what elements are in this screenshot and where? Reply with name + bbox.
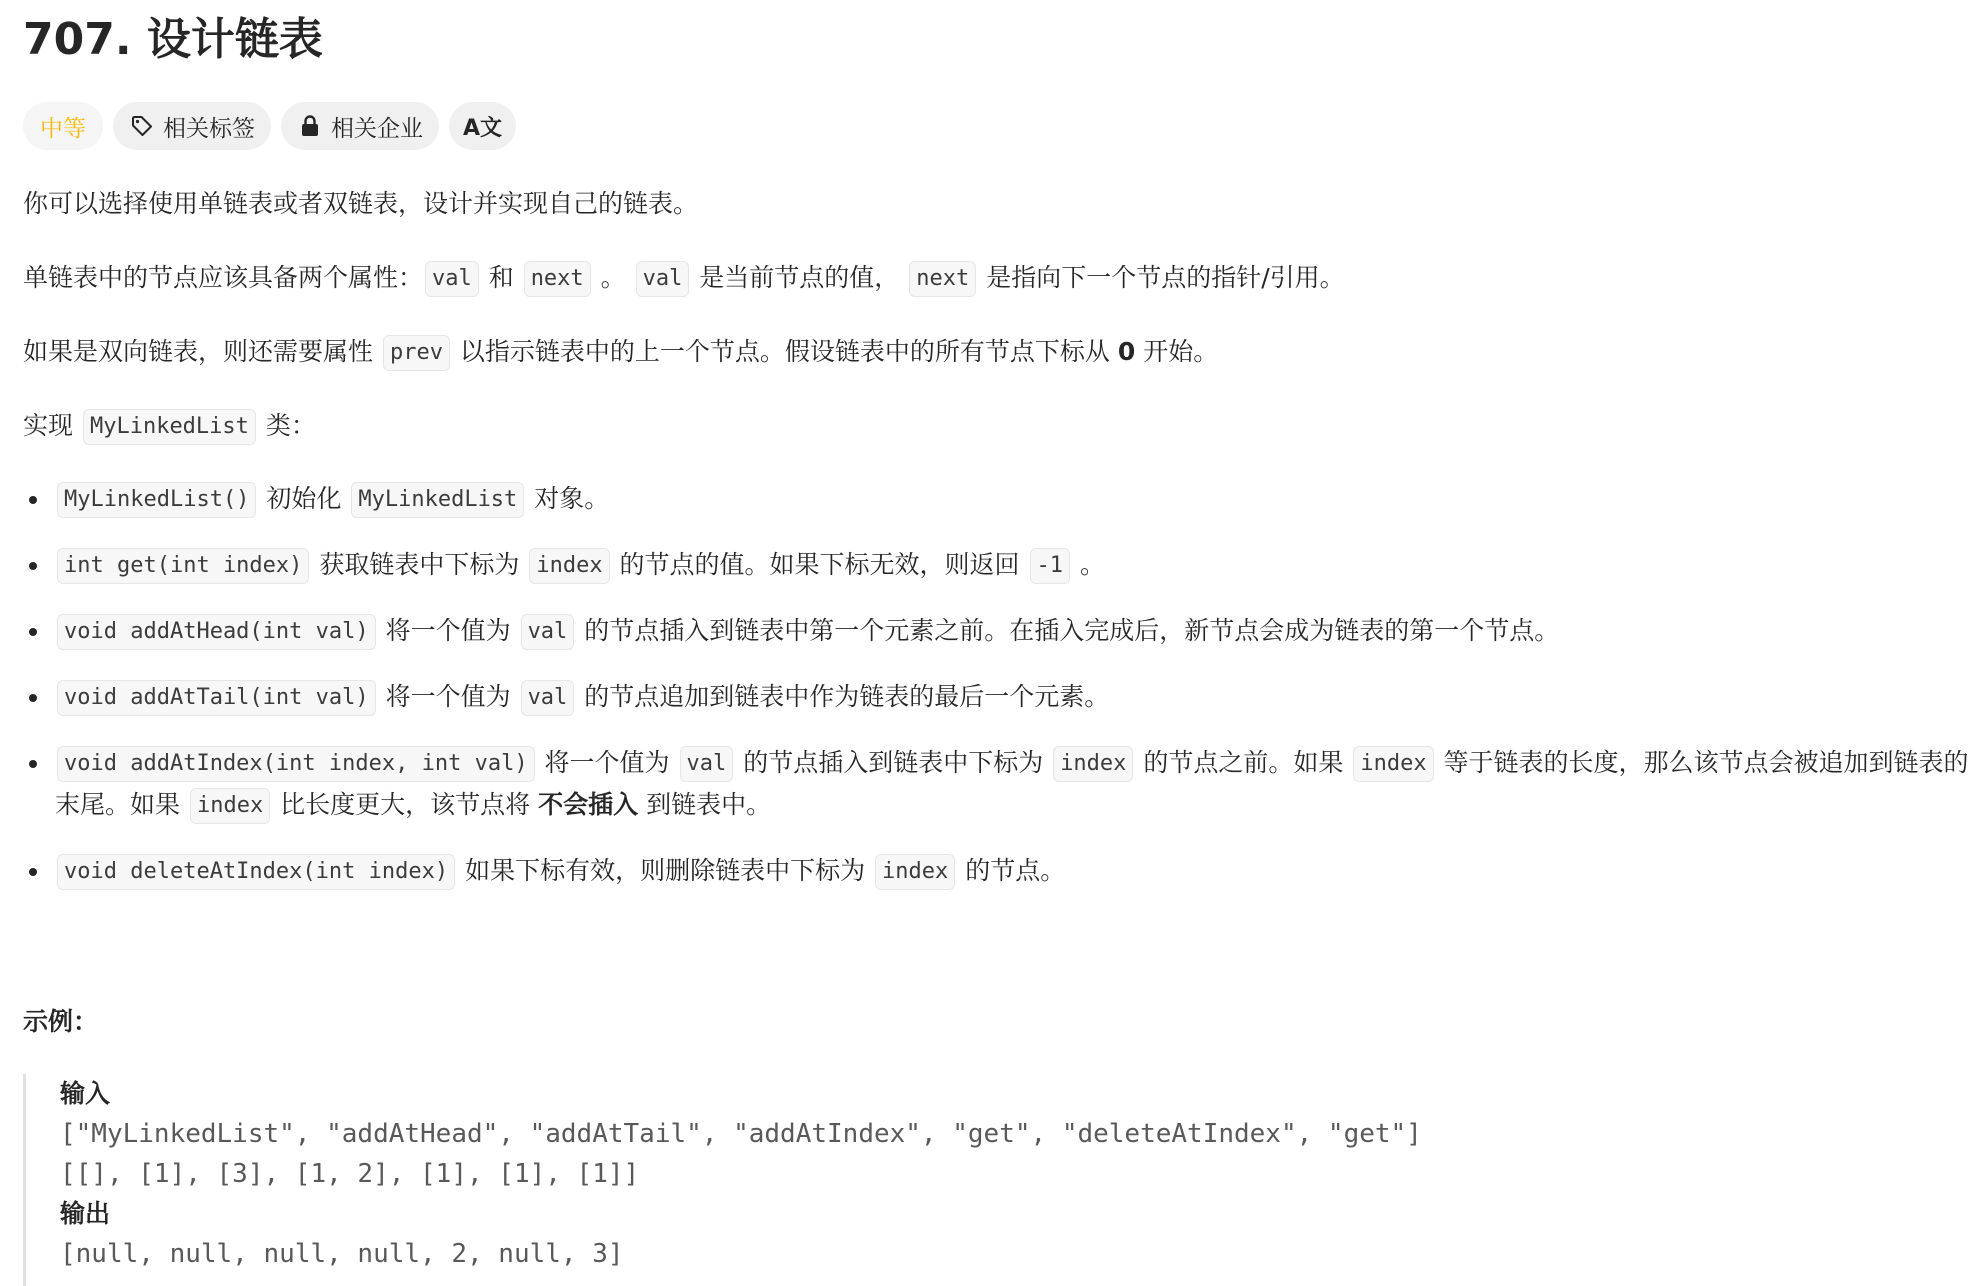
- inline-code: next: [524, 261, 591, 297]
- list-item: [23, 742, 1982, 826]
- inline-code: -1: [1030, 548, 1071, 584]
- tag-icon: [129, 113, 155, 139]
- text: 以指示链表中的上一个节点。假设链表中的所有节点下标从: [459, 337, 1110, 366]
- text: 将一个值为: [544, 748, 670, 777]
- inline-code: MyLinkedList: [83, 409, 256, 445]
- inline-code: prev: [383, 335, 450, 371]
- paragraph-4: [23, 406, 316, 446]
- inline-code: val: [636, 261, 690, 297]
- list-item: [23, 676, 1982, 718]
- bold-text: 0: [1117, 337, 1136, 366]
- inline-code: MyLinkedList: [351, 482, 524, 518]
- inline-code: index: [190, 788, 270, 824]
- list-item: [23, 478, 1982, 520]
- input-label: 输入: [60, 1079, 111, 1108]
- text: 。: [600, 263, 626, 292]
- text: 是当前节点的值，: [699, 263, 900, 292]
- text: 。: [1079, 550, 1105, 579]
- translate-icon: A文: [463, 115, 503, 141]
- related-companies-label: 相关企业: [331, 115, 423, 142]
- example-block: [23, 1074, 1960, 1286]
- text: 和: [488, 263, 514, 292]
- text: 对象。: [534, 484, 610, 513]
- inline-code: void addAtTail(int val): [57, 680, 376, 716]
- text: 的节点。: [965, 856, 1066, 885]
- problem-title: 707. 设计链表: [23, 14, 323, 65]
- related-tags-label: 相关标签: [163, 115, 255, 142]
- inline-code: MyLinkedList(): [57, 482, 256, 518]
- related-tags-button[interactable]: [113, 102, 271, 150]
- text: 的节点插入到链表中第一个元素之前。在插入完成后，新节点会成为链表的第一个节点。: [584, 616, 1560, 645]
- lock-icon: [297, 113, 323, 139]
- list-item: [23, 544, 1982, 586]
- text: 的节点插入到链表中下标为: [743, 748, 1044, 777]
- text: 的节点追加到链表中作为链表的最后一个元素。: [584, 682, 1110, 711]
- output-label: 输出: [60, 1199, 111, 1228]
- output-code: [null, null, null, null, 2, null, 3]: [60, 1239, 624, 1269]
- inline-code: index: [529, 548, 609, 584]
- text: 实现: [23, 411, 74, 440]
- inline-code: void addAtHead(int val): [57, 614, 376, 650]
- text: 如果是双向链表，则还需要属性: [23, 337, 374, 366]
- text: 将一个值为: [385, 682, 511, 711]
- problem-description: [23, 0, 1973, 1269]
- list-item: [23, 850, 1982, 892]
- text: 等于链表的长度，那么该节点会被追加到链表的末尾。如果: [55, 748, 1969, 819]
- inline-code: int get(int index): [57, 548, 309, 584]
- related-companies-button[interactable]: [281, 102, 439, 150]
- difficulty-badge: 中等: [23, 102, 103, 150]
- inline-code: void addAtIndex(int index, int val): [57, 746, 535, 782]
- text: 获取链表中下标为: [319, 550, 520, 579]
- paragraph-2: [23, 258, 1345, 298]
- text: 类：: [265, 411, 316, 440]
- text: 初始化: [266, 484, 342, 513]
- input-code: ["MyLinkedList", "addAtHead", "addAtTail", "addAtIndex", "get", "deleteAtIndex", "get"]: [60, 1119, 1422, 1149]
- example-title: 示例：: [23, 1007, 99, 1036]
- paragraph-1: 你可以选择使用单链表或者双链表，设计并实现自己的链表。: [23, 189, 699, 218]
- text: 将一个值为: [385, 616, 511, 645]
- inline-code: val: [521, 614, 575, 650]
- text: 比长度更大，该节点将: [280, 790, 531, 819]
- method-list: [23, 478, 1982, 892]
- text: 的节点的值。如果下标无效，则返回: [619, 550, 1020, 579]
- paragraph-3: [23, 332, 1218, 372]
- text: 到链表中。: [646, 790, 772, 819]
- inline-code: void deleteAtIndex(int index): [57, 854, 455, 890]
- text: 是指向下一个节点的指针/引用。: [986, 263, 1345, 292]
- list-item: [23, 610, 1982, 652]
- text: 开始。: [1143, 337, 1219, 366]
- input-code: [[], [1], [3], [1, 2], [1], [1], [1]]: [60, 1159, 640, 1189]
- inline-code: val: [425, 261, 479, 297]
- bold-text: 不会插入: [538, 790, 639, 819]
- translate-button[interactable]: [449, 102, 516, 150]
- inline-code: val: [680, 746, 734, 782]
- inline-code: index: [1353, 746, 1433, 782]
- inline-code: val: [521, 680, 575, 716]
- text: 的节点之前。如果: [1143, 748, 1344, 777]
- inline-code: next: [909, 261, 976, 297]
- inline-code: index: [875, 854, 955, 890]
- tag-bar: [23, 102, 1973, 150]
- text: 如果下标有效，则删除链表中下标为: [465, 856, 866, 885]
- inline-code: index: [1053, 746, 1133, 782]
- text: 单链表中的节点应该具备两个属性：: [23, 263, 424, 292]
